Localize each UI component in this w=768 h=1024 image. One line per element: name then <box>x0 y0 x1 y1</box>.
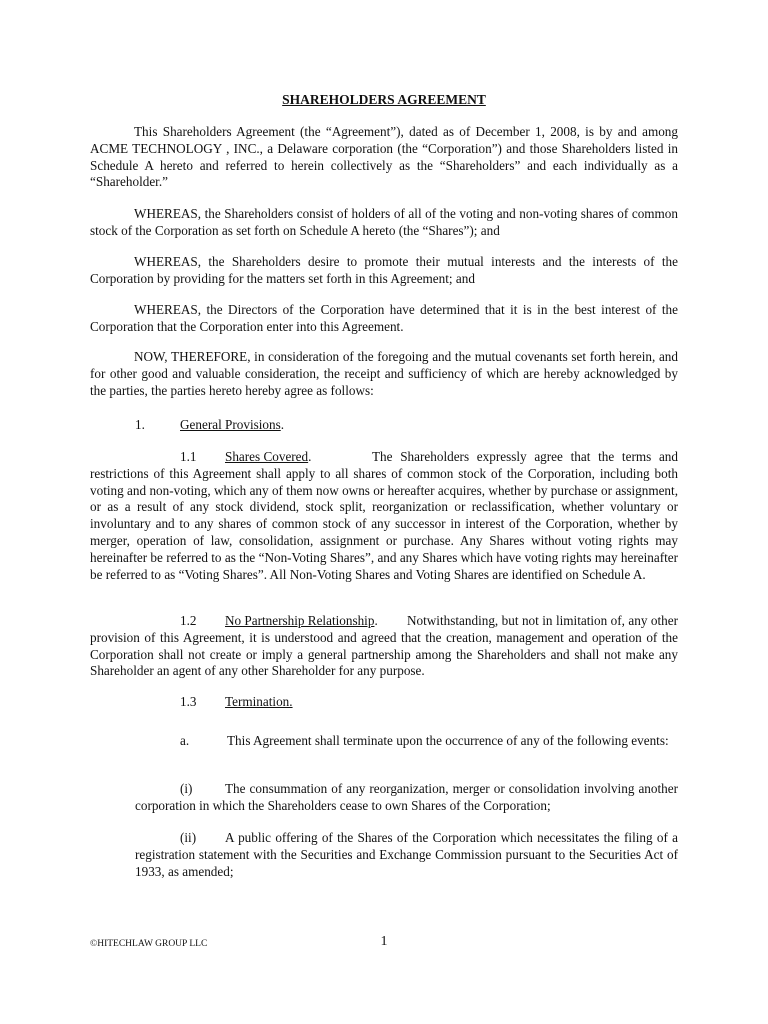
document-title: SHAREHOLDERS AGREEMENT <box>282 92 486 107</box>
section-1-heading <box>135 417 284 434</box>
item-i-label-text: (i) <box>180 781 193 796</box>
whereas-paragraph-1: WHEREAS, the Shareholders consist of holders of all of the voting and non-voting shares of common stock of the Corporation as set forth on Schedule A hereto (the “Shares”); and <box>90 206 678 238</box>
item-a-text: This Agreement shall terminate upon the occurrence of any of the following events: <box>227 733 669 748</box>
section-1-3-number: 1.3 <box>180 694 197 709</box>
section-1-title-punct: . <box>280 417 285 432</box>
section-1-1-title: Shares Covered <box>225 449 309 464</box>
section-1-3-heading <box>180 694 293 711</box>
section-1-2-body: Notwithstanding, but not in limitation of, any other provision of this Agreement, it is understood and agreed that the creation, management and operation of the Corporation shall not create or imply a general partnership among the Shareholders and shall not make any Shareholder an agent of any other Shareholder for any purpose. <box>90 613 678 679</box>
item-ii-text: A public offering of the Shares of the Corporation which necessitates the filing of a registration statement with the Securities and Exchange Commission pursuant to the Securities Act of 1933, as amended; <box>135 830 678 879</box>
item-i-text: The consummation of any reorganization, merger or consolidation involving another corporation in which the Shareholders cease to own Shares of the Corporation; <box>135 781 678 813</box>
section-1-1-body: The Shareholders expressly agree that the terms and restrictions of this Agreement shall apply to all shares of common stock of the Corporation, including both voting and non-voting, which any of them now owns or hereafter acquires, whether by purchase or assignment, or as a result of any stock dividend, stock split, reorganization or reclassification, whether voluntary or involuntary and to any shares of common stock of any successor in interest of the Corporation, whether by merger, operation of law, consolidation, assignment or purchase. Any Shares without voting rights may hereinafter be referred to as the “Non-Voting Shares”, and any Shares which have voting rights may hereinafter be referred to as “Voting Shares”. All Non-Voting Shares and Voting Shares are identified on Schedule A. <box>90 449 678 582</box>
section-1-title: General Provisions <box>180 417 281 432</box>
section-1-2-number: 1.2 <box>180 613 197 628</box>
footer-copyright: ©HITECHLAW GROUP LLC <box>90 939 208 949</box>
whereas-paragraph-3: WHEREAS, the Directors of the Corporation have determined that it is in the best interest of the Corporation that the Corporation enter into this Agreement. <box>90 302 678 334</box>
item-a-label-text: a. <box>180 733 190 748</box>
now-therefore-paragraph: NOW, THEREFORE, in consideration of the foregoing and the mutual covenants set forth herein, and for other good and valuable consideration, the receipt and sufficiency of which are hereby acknowledged by the parties, the parties hereto hereby agree as follows: <box>90 349 678 398</box>
section-1-1-number: 1.1 <box>180 449 197 464</box>
footer-page-number: 1 <box>380 934 388 949</box>
intro-paragraph: This Shareholders Agreement (the “Agreement”), dated as of December 1, 2008, is by and among ACME TECHNOLOGY , INC., a Delaware corporation (the “Corporation”) and those Shareholders listed in Schedule A hereto and referred to herein collectively as the “Shareholders” and each individually as a “Shareholder.” <box>90 124 678 190</box>
item-ii-label-text: (ii) <box>180 830 197 845</box>
section-1-2-title-punct: . <box>374 613 378 628</box>
section-1-1-title-punct: . <box>308 449 312 464</box>
section-1-number: 1. <box>135 417 145 432</box>
section-1-2-title: No Partnership Relationship <box>225 613 375 628</box>
whereas-paragraph-2: WHEREAS, the Shareholders desire to promote their mutual interests and the interests of the Corporation by providing for the matters set forth in this Agreement; and <box>90 254 678 286</box>
section-1-3-title: Termination. <box>225 694 293 709</box>
